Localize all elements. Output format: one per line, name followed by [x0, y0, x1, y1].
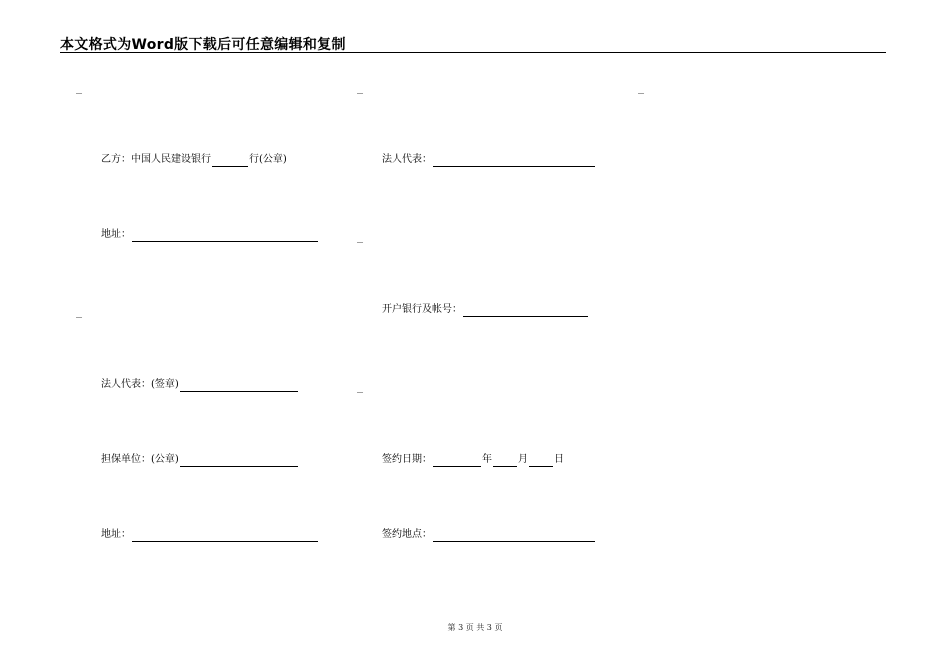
dash-marker: _: [357, 83, 364, 94]
legal-rep-signed-label: 法人代表：(签章): [101, 379, 179, 390]
header-divider: [60, 52, 886, 53]
dash-marker: _: [76, 307, 83, 318]
legal-rep-signed-blank[interactable]: [180, 381, 298, 392]
address2-label: 地址：: [101, 529, 131, 540]
legal-rep-label: 法人代表：: [382, 154, 432, 165]
party-b-field: [101, 153, 287, 167]
address2-field: [101, 528, 319, 542]
dash-marker: _: [357, 382, 364, 393]
party-b-branch-blank[interactable]: [212, 156, 248, 167]
address2-blank[interactable]: [132, 531, 318, 542]
sign-date-field: [382, 453, 564, 467]
legal-rep-signed-field: [101, 378, 299, 392]
sign-place-field: [382, 528, 596, 542]
guarantor-field: [101, 453, 299, 467]
page-footer: 第 3 页 共 3 页: [447, 623, 503, 632]
legal-rep-field: [382, 153, 596, 167]
sign-place-label: 签约地点：: [382, 529, 432, 540]
guarantor-label: 担保单位：(公章): [101, 454, 179, 465]
bank-account-field: [382, 303, 589, 317]
sign-place-blank[interactable]: [433, 531, 595, 542]
year-label: 年: [482, 454, 492, 465]
month-blank[interactable]: [493, 456, 517, 467]
guarantor-blank[interactable]: [180, 456, 298, 467]
address-field: [101, 228, 319, 242]
month-label: 月: [518, 454, 528, 465]
year-blank[interactable]: [433, 456, 481, 467]
dash-marker: _: [357, 232, 364, 243]
sign-date-label: 签约日期：: [382, 454, 432, 465]
bank-account-blank[interactable]: [463, 306, 588, 317]
bank-account-label: 开户银行及帐号：: [382, 304, 462, 315]
legal-rep-blank[interactable]: [433, 156, 595, 167]
address-blank[interactable]: [132, 231, 318, 242]
document-header-title: 本文格式为Word版下载后可任意编辑和复制: [60, 37, 346, 53]
day-blank[interactable]: [529, 456, 553, 467]
dash-marker: _: [638, 83, 645, 94]
party-b-label: 乙方：中国人民建设银行: [101, 154, 211, 165]
dash-marker: _: [76, 83, 83, 94]
day-label: 日: [554, 454, 564, 465]
address-label: 地址：: [101, 229, 131, 240]
party-b-suffix: 行(公章): [249, 154, 287, 165]
